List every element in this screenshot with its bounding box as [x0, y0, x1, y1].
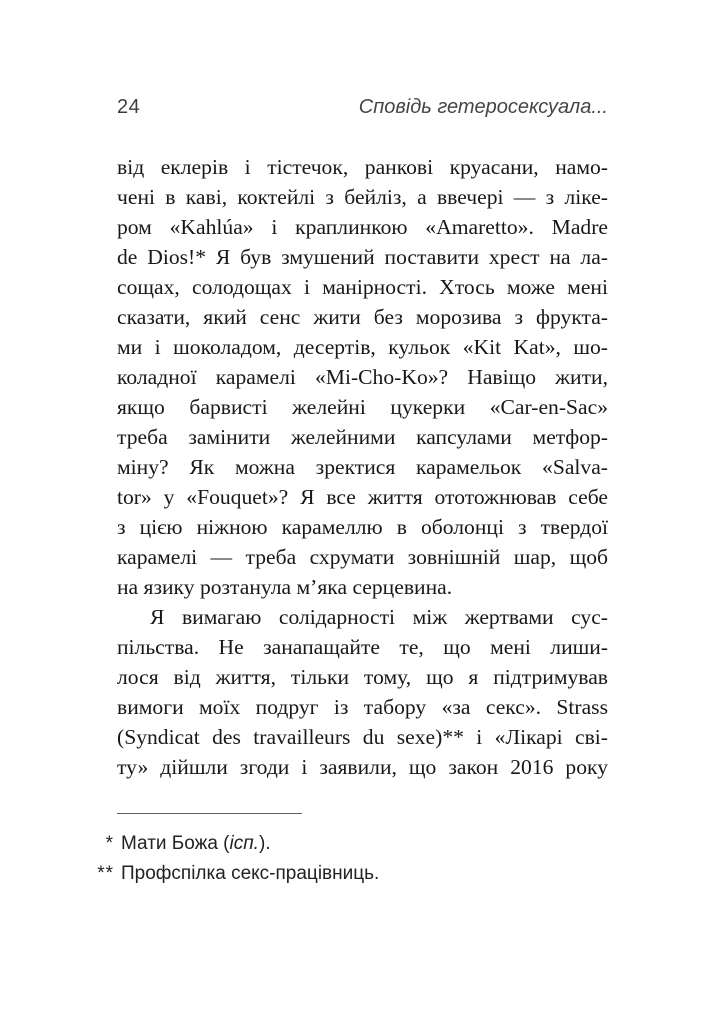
text-line: Я вимагаю солідарності між жертвами сус-	[150, 605, 608, 629]
footnotes	[88, 829, 618, 889]
text-line: від еклерів і тістечок, ранкові круасани, намо-	[117, 155, 608, 179]
text-line: на язику розтанула м’яка серцевина.	[117, 575, 453, 599]
text-line: вимоги моїх подруг із табору «за секс». Strass	[117, 695, 608, 719]
footnote-marker: *	[105, 833, 114, 854]
body-text	[117, 152, 608, 782]
text-line: ту» дійшли згоди і заявили, що закон 2016 року	[117, 755, 608, 779]
footnote-separator	[117, 813, 302, 814]
text-line: ми і шоколадом, десертів, кульок «Kit Kat», шо-	[117, 335, 608, 359]
text-line: чені в каві, коктейлі з бейліз, а ввечері — з ліке-	[117, 185, 608, 209]
footnote-text-italic: ісп.	[229, 833, 259, 854]
text-line: якщо барвисті желейні цукерки «Car-en-Sac»	[117, 395, 608, 419]
text-line: ром «Kahlúa» і краплинкою «Amaretto». Madre	[117, 215, 608, 239]
text-line: (Syndicat des travailleurs du sexe)** і «Лікарі сві-	[117, 725, 608, 749]
footnote-marker: **	[97, 863, 114, 884]
running-header-title: Сповідь гетеросексуала...	[358, 96, 608, 118]
footnote-item	[88, 829, 618, 859]
footnote-item	[88, 859, 618, 889]
footnote-text	[121, 859, 379, 889]
text-line: карамелі — треба схрумати зовнішній шар, щоб	[117, 545, 608, 569]
footnote-text-post: ).	[258, 833, 271, 854]
page-number: 24	[117, 96, 141, 118]
text-line: пільства. Не занапащайте те, що мені лиши-	[117, 635, 608, 659]
footnote-text-pre: Профспілка секс-працівниць.	[121, 863, 380, 884]
text-line: лося від життя, тільки тому, що я підтримував	[117, 665, 608, 689]
footnote-text-pre: Мати Божа (	[121, 833, 230, 854]
text-line: з цією ніжною карамеллю в оболонці з твердої	[117, 515, 608, 539]
text-line: сказати, який сенс жити без морозива з фрукта-	[117, 305, 608, 329]
text-line: сощах, солодощах і манірності. Хтось може мені	[117, 275, 608, 299]
running-head	[117, 96, 608, 119]
text-line: треба замінити желейними капсулами метфор-	[117, 425, 608, 449]
text-line: коладної карамелі «Mi-Cho-Ko»? Навіщо жити,	[117, 365, 608, 389]
text-line: міну? Як можна зректися карамельок «Salva-	[117, 455, 608, 479]
text-line: de Dios!* Я був змушений поставити хрест на ла-	[117, 245, 608, 269]
footnote-text	[121, 829, 271, 859]
text-line: tor» у «Fouquet»? Я все життя ототожнював себе	[117, 485, 608, 509]
